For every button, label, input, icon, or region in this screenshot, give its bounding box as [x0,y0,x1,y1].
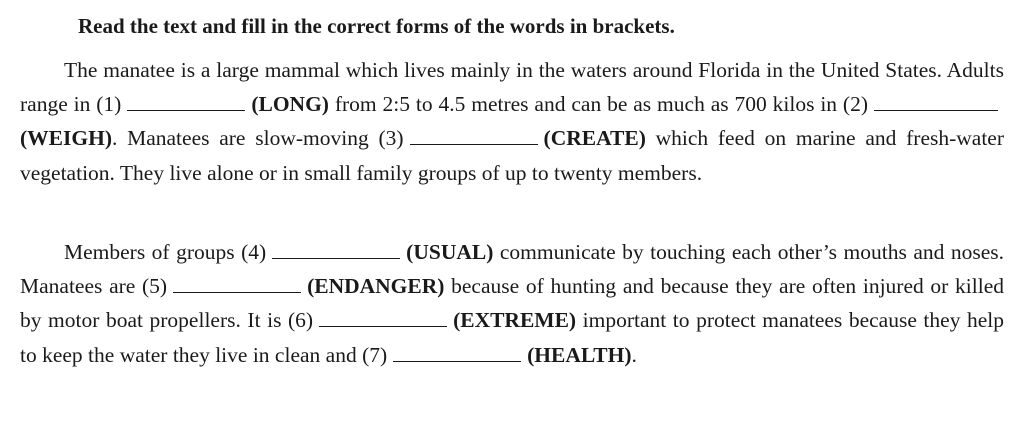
blank-4[interactable] [272,257,400,259]
bracket-word-long: (LONG) [251,92,329,117]
text-segment: because of hunting and because they are often injured or killed by motor boat propellers. It is (6) [20,274,1004,333]
bracket-word-usual: (USUAL) [406,240,494,264]
text-segment: communicate by touching each other’s mouths and noses. Manatees are (5) [20,240,1004,299]
paragraph-2 [20,235,1004,372]
text-segment: from 2:5 to 4.5 metres and can be as much as 700 kilos in (2) [334,92,868,117]
blank-3[interactable] [410,143,538,145]
bracket-word-health: (HEALTH) [527,342,632,367]
text-segment: . [631,342,637,367]
blank-7[interactable] [393,360,521,362]
instruction-heading: Read the text and fill in the correct forms of the words in brackets. [78,14,675,38]
bracket-word-create: (CREATE) [543,126,646,151]
paragraph-1 [20,53,1004,190]
text-segment: The manatee is a large mammal which lives mainly in the waters around Florida in the United States. Adults range in (1) [20,58,1004,117]
blank-2[interactable] [874,109,998,111]
text-segment: important to protect manatees because they help to keep the water they live in clean and (7) [20,308,1005,367]
text-segment: Members of groups (4) [64,240,267,264]
bracket-word-extreme: (EXTREME) [453,308,577,333]
bracket-word-weigh: (WEIGH) [20,126,112,151]
text-segment: . Manatees are slow-moving (3) [111,126,404,151]
blank-6[interactable] [319,325,447,327]
bracket-word-endanger: (ENDANGER) [307,274,445,299]
text-segment: which feed on marine and fresh-water vegetation. They live alone or in small family groups of up to twenty members. [20,126,1005,185]
blank-5[interactable] [173,291,301,293]
blank-1[interactable] [127,109,245,111]
